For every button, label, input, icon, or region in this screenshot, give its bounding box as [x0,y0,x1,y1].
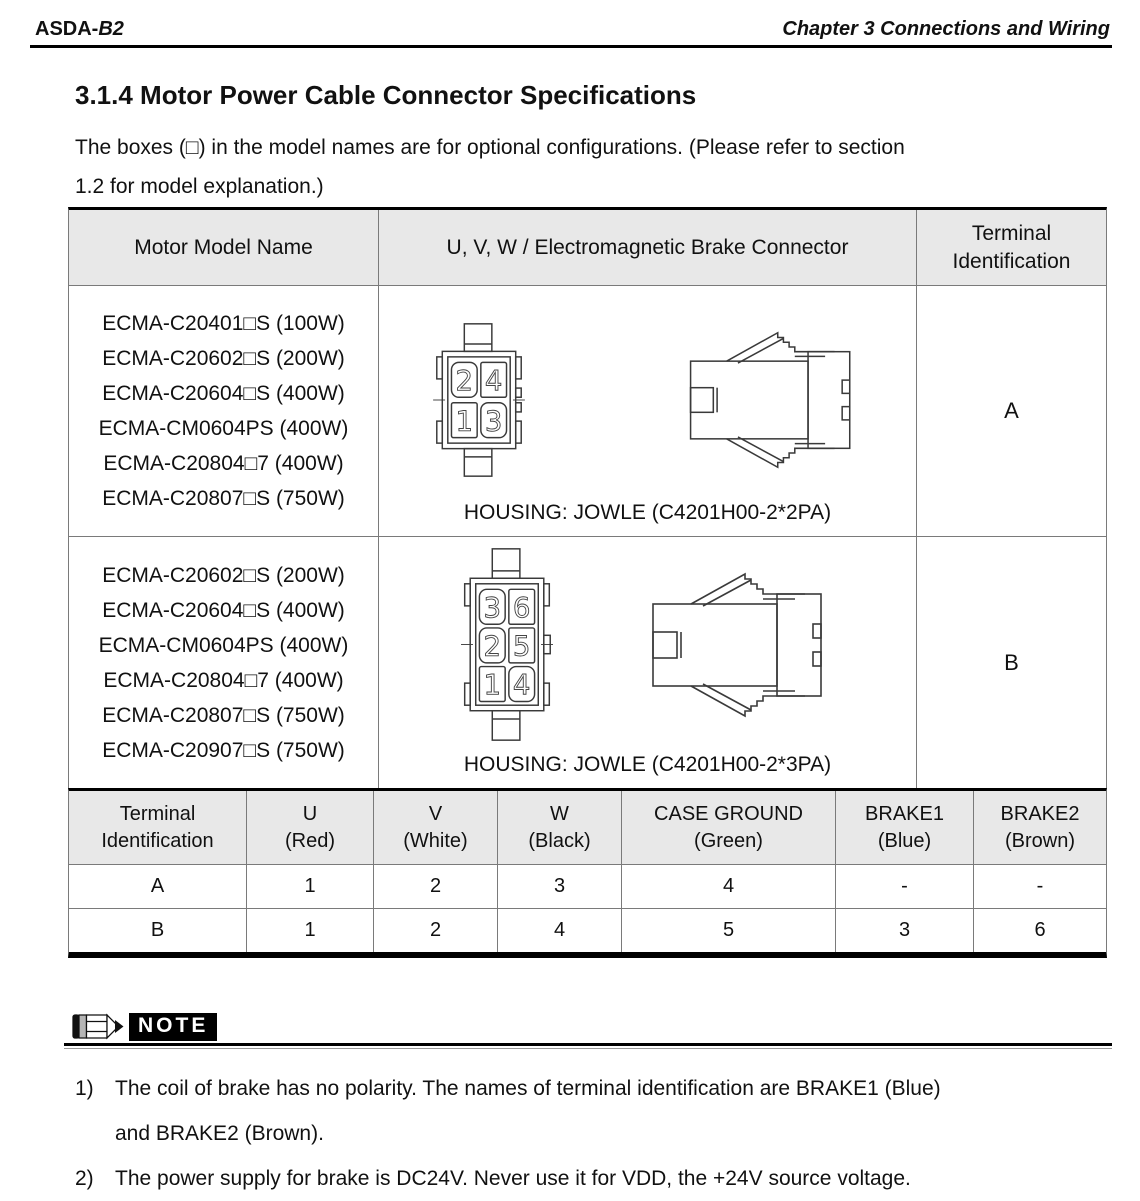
pin-col-header-line: BRAKE1 [865,802,944,825]
pin-col-header-line: (Black) [528,829,591,852]
connector-b-front-view-diagram [461,547,553,742]
pin-value: 4 [622,865,836,909]
pin-label: 3 [483,590,501,624]
note-item-2 [75,1156,1119,1201]
pin-value: 6 [1034,919,1046,941]
pin-col-header-terminal [69,791,247,865]
model-list-b [69,537,379,788]
note-text [115,1066,1119,1156]
connector-cell-b [379,537,917,788]
pin-col-header-case-ground [622,791,836,865]
pin-label: 2 [483,629,501,663]
pin-col-header-line: (Red) [284,829,335,852]
note-badge: NOTE [129,1013,217,1041]
model-name: ECMA-C20804□7 (400W) [103,668,344,692]
model-name: ECMA-C20604□S (400W) [102,382,345,405]
model-name: ECMA-C20604□S (400W) [102,598,345,622]
section-title: 3.1.4 Motor Power Cable Connector Specifications [75,80,697,110]
col-header-connector: U, V, W / Electromagnetic Brake Connector [379,210,917,286]
pin-col-header-line: (Blue) [877,829,932,852]
note-number: 2) [75,1167,94,1190]
connector-cell-a [379,286,917,537]
pin-row-id: A [69,865,247,909]
pin-value: 3 [498,865,622,909]
connector-b-side-view-diagram [645,566,835,724]
note-rule [64,1043,1112,1046]
model-name: ECMA-C20401□S (100W) [102,312,345,335]
pin-label: 6 [512,590,530,624]
note-text-line: The coil of brake has no polarity. The names of terminal identification are BRAKE1 (Blue) [115,1077,941,1100]
col-header-motor-model: Motor Model Name [69,210,379,286]
pin-value: 5 [622,909,836,952]
pin-label: 4 [512,668,530,702]
model-list-a [69,286,379,537]
note-text-line: and BRAKE2 (Brown). [115,1122,324,1145]
connector-a-side-view-diagram [683,325,863,475]
pin-col-header-line: CASE GROUND [654,802,803,825]
note-text-line: The power supply for brake is DC24V. Never use it for VDD, the +24V source voltage. [115,1167,911,1190]
pin-col-header-v [374,791,498,865]
connector-a-front-view-diagram [433,322,525,478]
pin-label: 1 [455,405,473,438]
col-header-terminal-line: Identification [952,249,1071,273]
pin-col-header-line: (Green) [694,829,763,852]
col-header-terminal-line: Terminal [971,221,1052,245]
connector-b-diagrams [461,547,835,742]
pin-col-header-brake2 [974,791,1106,865]
terminal-id-b: B [1004,649,1019,675]
pin-value: 1 [247,865,374,909]
terminal-pin-table [68,788,1107,958]
pin-col-header-line: Identification [101,829,214,852]
note-item-1 [75,1066,1119,1156]
connector-a-diagrams [433,322,863,478]
model-name: ECMA-C20602□S (200W) [102,347,345,370]
section-intro-line: The boxes (□) in the model names are for optional configurations. (Please refer to section [75,136,905,159]
housing-label-a: HOUSING: JOWLE (C4201H00-2*2PA) [463,501,832,524]
note-text [115,1156,1119,1201]
model-name: ECMA-C20807□S (750W) [102,703,345,727]
pin-label: 4 [484,364,502,397]
pin-col-header-line: (Brown) [1004,829,1075,852]
section-intro [75,128,1115,206]
note-block [72,1012,217,1041]
pin-row-id: B [69,909,247,952]
note-number: 1) [75,1077,94,1100]
pin-value: - [974,865,1106,909]
pin-col-header-w [498,791,622,865]
pin-value: 1 [247,909,374,952]
product-prefix: ASDA- [35,18,99,40]
pin-value: - [836,865,974,909]
model-name: ECMA-CM0604PS (400W) [98,633,349,657]
pin-value: 3 [836,909,974,952]
connector-spec-table [68,207,1107,789]
pin-label: 2 [455,364,473,397]
pin-col-header-line: V [428,802,443,825]
product-model: B2 [98,18,124,40]
pin-col-header-line: (White) [403,829,468,852]
pin-col-header-line: U [302,802,318,825]
pin-value: 2 [374,909,498,952]
pin-col-header-u [247,791,374,865]
pin-col-header-line: W [550,802,569,825]
terminal-id-a: A [917,286,1106,537]
pencil-icon [72,1012,124,1041]
model-name: ECMA-C20804□7 (400W) [103,452,344,475]
pin-value: 2 [374,865,498,909]
housing-label-b: HOUSING: JOWLE (C4201H00-2*3PA) [463,753,832,776]
pin-col-header-line: BRAKE2 [1000,802,1080,825]
section-intro-line: 1.2 for model explanation.) [75,175,324,198]
notes-list [75,1066,1119,1201]
header-rule [30,45,1112,48]
pin-label: 3 [484,405,502,438]
page-header-product [35,18,124,41]
col-header-terminal-id [917,210,1106,286]
page-header-chapter: Chapter 3 Connections and Wiring [782,18,1110,40]
pin-col-header-line: Terminal [119,802,196,825]
pin-col-header-brake1 [836,791,974,865]
pin-label: 5 [512,629,530,663]
model-name: ECMA-CM0604PS (400W) [98,417,349,440]
model-name: ECMA-C20907□S (750W) [102,738,345,762]
pin-value: 4 [498,909,622,952]
model-name: ECMA-C20807□S (750W) [102,487,345,510]
pin-label: 1 [483,668,501,702]
model-name: ECMA-C20602□S (200W) [102,563,345,587]
